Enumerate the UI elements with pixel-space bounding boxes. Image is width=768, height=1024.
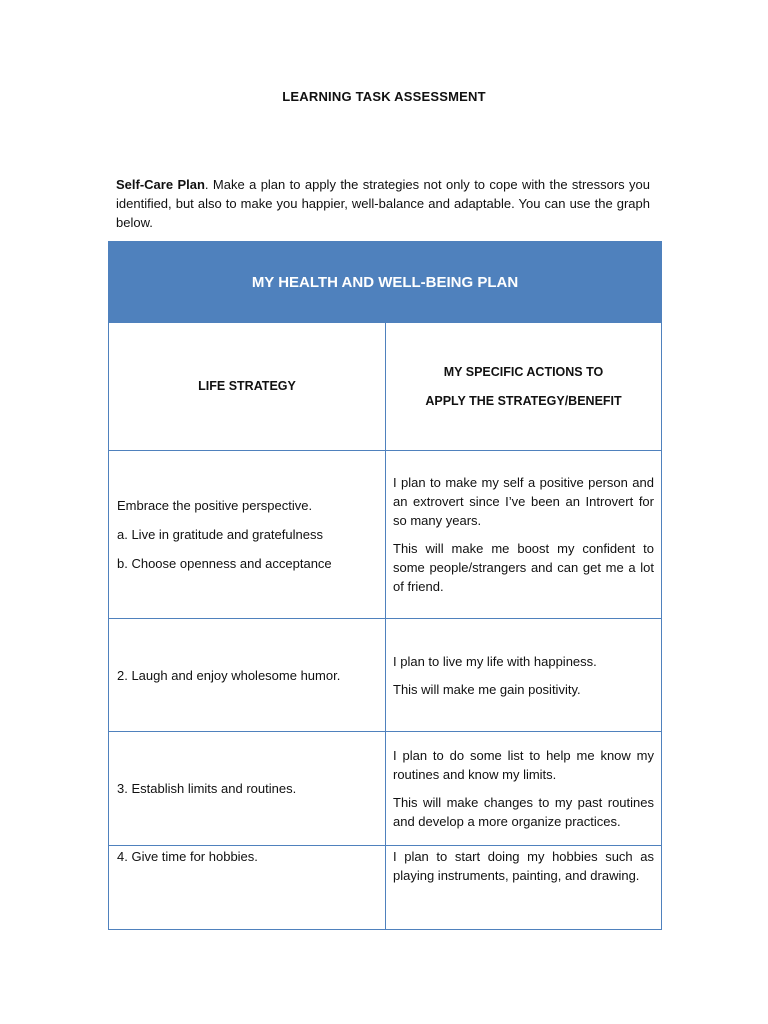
table-row — [109, 451, 662, 619]
table-row — [109, 619, 662, 732]
action-cell — [386, 451, 662, 619]
intro-lead: Self-Care Plan — [116, 177, 205, 192]
strategy-text: Embrace the positive perspective. — [117, 498, 313, 513]
action-cell — [386, 619, 662, 732]
column-header-strategy-label: LIFE STRATEGY — [198, 379, 296, 393]
strategy-cell — [109, 732, 386, 846]
table-row — [109, 732, 662, 846]
strategy-text: 3. Establish limits and routines. — [117, 781, 297, 796]
action-text: This will make me boost my confident to some people/strangers and can get me a lot of friend. — [393, 541, 654, 594]
action-text: This will make changes to my past routines and develop a more organize practices. — [393, 795, 654, 829]
intro-text: . Make a plan to apply the strategies not only to cope with the stressors you identified, but also to make you happier, well-balance and adaptable. You can use the graph below. — [116, 177, 650, 230]
column-header-strategy — [109, 323, 386, 451]
strategy-cell — [109, 619, 386, 732]
strategy-cell — [109, 846, 386, 930]
table-header-row — [109, 242, 662, 323]
table-header: MY HEALTH AND WELL-BEING PLAN — [109, 242, 662, 323]
action-text: This will make me gain positivity. — [393, 681, 581, 697]
action-text: I plan to make my self a positive person and an extrovert since I’ve been an Introvert for so many years. — [393, 475, 654, 528]
strategy-cell — [109, 451, 386, 619]
action-cell — [386, 732, 662, 846]
document-title: LEARNING TASK ASSESSMENT — [282, 89, 486, 104]
intro-paragraph — [116, 175, 650, 232]
column-header-actions-line2: APPLY THE STRATEGY/BENEFIT — [425, 393, 622, 408]
action-text: I plan to live my life with happiness. — [393, 653, 597, 669]
strategy-text: a. Live in gratitude and gratefulness — [117, 527, 323, 542]
action-cell — [386, 846, 662, 930]
strategy-text: b. Choose openness and acceptance — [117, 556, 332, 571]
column-header-row — [109, 323, 662, 451]
strategy-text: 4. Give time for hobbies. — [117, 849, 258, 864]
column-header-actions — [386, 323, 662, 451]
health-plan-table — [108, 241, 662, 930]
strategy-text: 2. Laugh and enjoy wholesome humor. — [117, 667, 341, 683]
table-row — [109, 846, 662, 930]
action-text: I plan to start doing my hobbies such as playing instruments, painting, and drawing. — [393, 849, 654, 883]
action-text: I plan to do some list to help me know my routines and know my limits. — [393, 748, 654, 782]
column-header-actions-line1: MY SPECIFIC ACTIONS TO — [443, 364, 604, 379]
